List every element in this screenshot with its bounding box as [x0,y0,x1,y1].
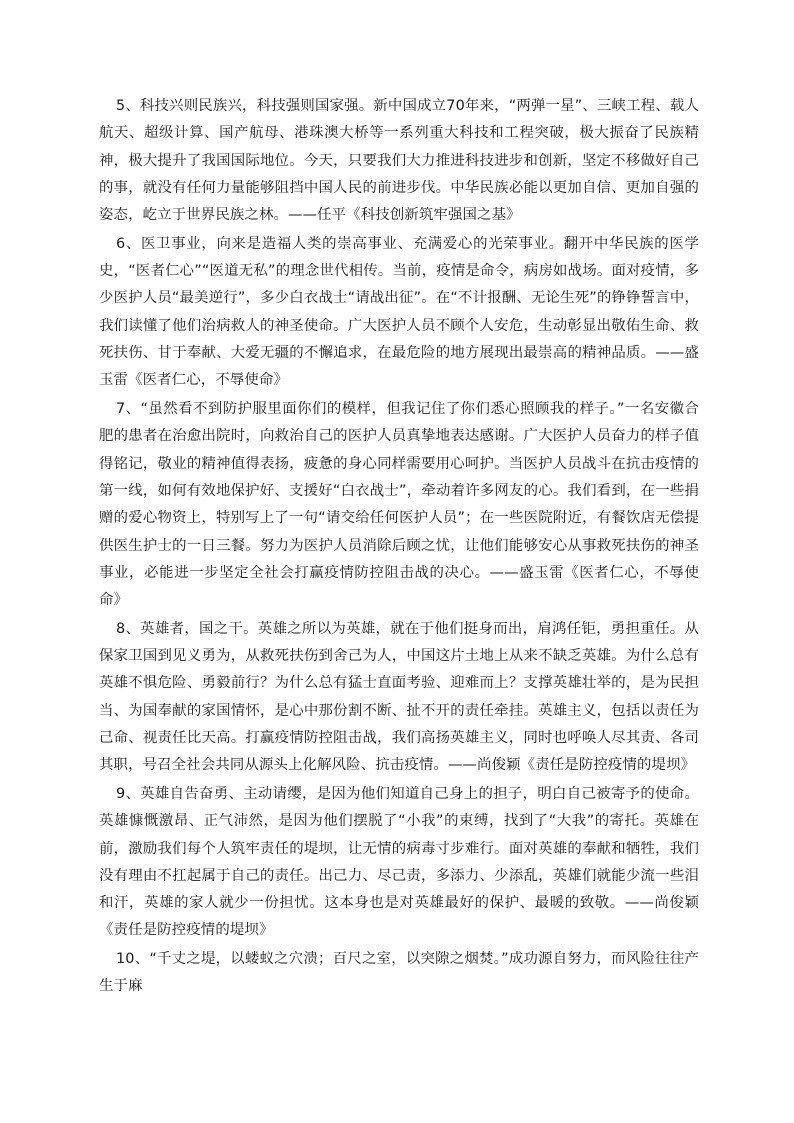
paragraph-7: 7、“虽然看不到防护服里面你们的模样，但我记住了你们悉心照顾我的样子。”一名安徽合肥的患者在治愈出院时，向救治自己的医护人员真挚地表达感谢。广大医护人员奋力的样子值得铭记，敬业的精神值得表扬，疲惫的身心同样需要用心呵护。当医护人员战斗在抗击疫情的第一线，如何有效地保护好、支援好“白衣战士”，牵动着许多网友的心。我们看到，在一些捐赠的爱心物资上，特别写上了一句“请交给任何医护人员”；在一些医院附近，有餐饮店无偿提供医生护士的一日三餐。努力为医护人员消除后顾之忧，让他们能够安心从事救死扶伤的神圣事业，必能进一步坚定全社会打赢疫情防控阻击战的决心。——盛玉雷《医者仁心，不辱使命》 [99,401,699,609]
paragraph-6: 6、医卫事业，向来是造福人类的崇高事业、充满爱心的光荣事业。翻开中华民族的医学史，“医者仁心”“医道无私”的理念世代相传。当前，疫情是命令，病房如战场。面对疫情，多少医护人员“最美逆行”，多少白衣战士“请战出征”。在“不计报酬、无论生死”的铮铮誓言中，我们读懂了他们治病救人的神圣使命。广大医护人员不顾个人安危，生动彰显出敬佑生命、救死扶伤、甘于奉献、大爱无疆的不懈追求，在最危险的地方展现出最崇高的精神品质。——盛玉雷《医者仁心，不辱使命》 [99,235,699,389]
paragraph-9: 9、英雄自告奋勇、主动请缨，是因为他们知道自己身上的担子，明白自己被寄予的使命。英雄慷慨激昂、正气沛然，是因为他们摆脱了“小我”的束缚，找到了“大我”的寄托。英雄在前，激励我们每个人筑牢责任的堤坝，让无情的病毒寸步难行。面对英雄的奉献和牺牲，我们没有理由不扛起属于自己的责任。出己力、尽己责，多添力、少添乱，英雄们就能少流一些泪和汗，英雄的家人就少一份担忧。这本身也是对英雄最好的保护、最暖的致敬。——尚俊颖《责任是防控疫情的堤坝》 [99,785,699,939]
document-body [99,93,699,1001]
paragraph-5: 5、科技兴则民族兴，科技强则国家强。新中国成立70年来，“两弹一星”、三峡工程、载人航天、超级计算、国产航母、港珠澳大桥等一系列重大科技和工程突破，极大振奋了民族精神，极大提升了我国国际地位。今天，只要我们大力推进科技进步和创新，坚定不移做好自己的事，就没有任何力量能够阻挡中国人民的前进步伐。中华民族必能以更加自信、更加自强的姿态，屹立于世界民族之林。——任平《科技创新筑牢强国之基》 [99,98,699,224]
paragraph-8: 8、英雄者，国之干。英雄之所以为英雄，就在于他们挺身而出，肩鸿任钜，勇担重任。从保家卫国到见义勇为，从救死扶伤到舍己为人，中国这片土地上从来不缺乏英雄。为什么总有英雄不惧危险、勇毅前行？为什么总有猛士直面考验、迎难而上？支撑英雄壮举的，是为民担当、为国奉献的家国情怀，是心中那份割不断、扯不开的责任牵挂。英雄主义，包括以责任为己命、视责任比天高。打赢疫情防控阻击战，我们高扬英雄主义，同时也呼唤人尽其责、各司其职，号召全社会共同从源头上化解风险、抗击疫情。——尚俊颖《责任是防控疫情的堤坝》 [99,620,699,774]
paragraph-10: 10、“千丈之堤，以蝼蚁之穴溃；百尺之室，以突隙之烟焚。”成功源自努力，而风险往往产生于麻 [99,951,699,995]
